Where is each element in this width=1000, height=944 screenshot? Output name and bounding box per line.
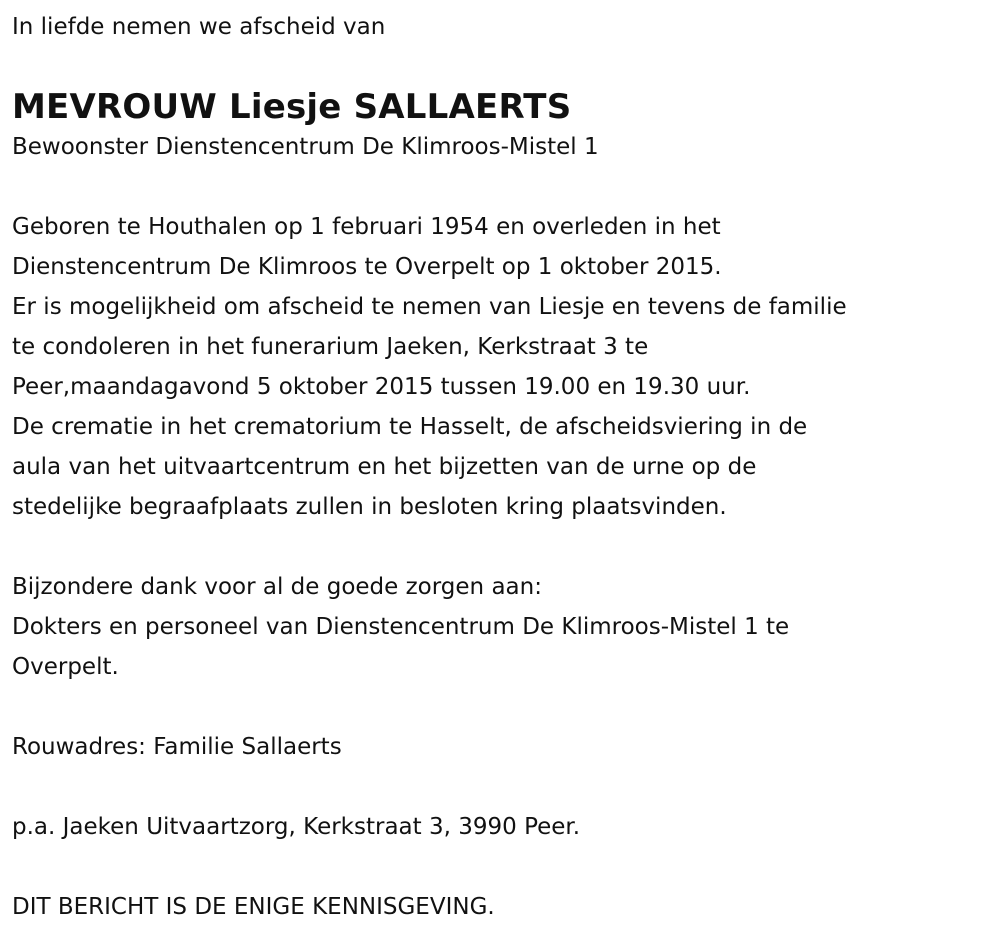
spacer	[12, 767, 1000, 807]
thanks-line: Overpelt.	[12, 654, 119, 680]
postal-address: p.a. Jaeken Uitvaartzorg, Kerkstraat 3, 3990 Peer.	[12, 814, 581, 840]
intro-text: In liefde nemen we afscheid van	[12, 14, 386, 40]
details-line: aula van het uitvaartcentrum en het bijzetten van de urne op de	[12, 454, 757, 480]
details-line: Geboren te Houthalen op 1 februari 1954 en overleden in het	[12, 214, 721, 240]
spacer	[12, 687, 1000, 727]
deceased-name: MEVROUW Liesje SALLAERTS	[12, 87, 572, 127]
spacer	[12, 167, 1000, 207]
spacer	[12, 847, 1000, 887]
details-paragraph	[12, 207, 1000, 527]
notice-text: DIT BERICHT IS DE ENIGE KENNISGEVING.	[12, 894, 495, 920]
thanks-line: Bijzondere dank voor al de goede zorgen aan:	[12, 574, 542, 600]
details-line: te condoleren in het funerarium Jaeken, Kerkstraat 3 te	[12, 334, 649, 360]
details-line: stedelijke begraafplaats zullen in besloten kring plaatsvinden.	[12, 494, 727, 520]
thanks-paragraph	[12, 567, 1000, 687]
spacer	[12, 527, 1000, 567]
details-line: Peer,maandagavond 5 oktober 2015 tussen 19.00 en 19.30 uur.	[12, 374, 751, 400]
mourning-address: Rouwadres: Familie Sallaerts	[12, 734, 342, 760]
details-line: Dienstencentrum De Klimroos te Overpelt op 1 oktober 2015.	[12, 254, 722, 280]
residence-text: Bewoonster Dienstencentrum De Klimroos-Mistel 1	[12, 134, 599, 160]
thanks-line: Dokters en personeel van Dienstencentrum De Klimroos-Mistel 1 te	[12, 614, 790, 640]
details-line: De crematie in het crematorium te Hasselt, de afscheidsviering in de	[12, 414, 808, 440]
details-line: Er is mogelijkheid om afscheid te nemen van Liesje en tevens de familie	[12, 294, 847, 320]
